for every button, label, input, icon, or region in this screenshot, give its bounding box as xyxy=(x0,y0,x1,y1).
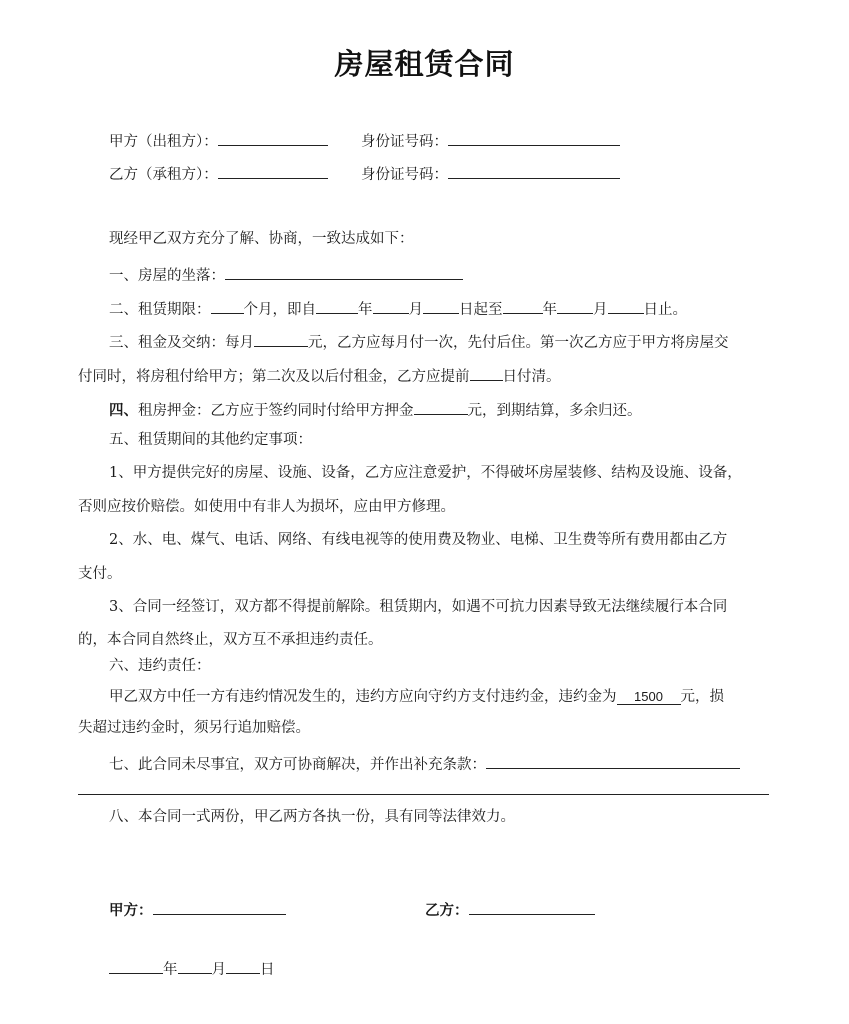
party-a-row xyxy=(109,131,328,150)
clause-1-label: 一、房屋的坐落： xyxy=(109,268,225,284)
signature-date xyxy=(109,959,275,978)
party-a-name-field[interactable] xyxy=(218,131,328,146)
party-b-name-field[interactable] xyxy=(218,164,328,179)
clause-2-end-month-text: 月 xyxy=(593,302,608,318)
page-title: 房屋租赁合同 xyxy=(334,47,515,81)
signature-party-b xyxy=(425,900,595,919)
clause-3-rest: 元，乙方应每月付一次，先付后住。第一次乙方应于甲方将房屋交 xyxy=(308,335,729,351)
clause-5-3-line-2: 的，本合同自然终止，双方互不承担违约责任。 xyxy=(78,632,383,648)
clause-3-line-2 xyxy=(78,366,561,385)
sign-day-text: 日 xyxy=(260,962,275,978)
signature-party-a-label: 甲方： xyxy=(109,902,153,919)
clause-2-label: 二、租赁期限： xyxy=(109,302,211,318)
start-year-field[interactable] xyxy=(316,299,358,314)
clause-7-label: 七、此合同未尽事宜，双方可协商解决，并作出补充条款： xyxy=(109,757,486,773)
clause-5-label: 五、租赁期间的其他约定事项： xyxy=(109,432,312,448)
clause-2 xyxy=(109,299,687,318)
clause-2-year-text: 年 xyxy=(358,302,373,318)
clause-3-line-2-end: 日付清。 xyxy=(502,369,561,385)
sign-month-text: 月 xyxy=(211,962,226,978)
clause-5-3-line-1: 3、合同一经签订，双方都不得提前解除。租赁期内，如遇不可抗力因素导致无法继续履行本合同 xyxy=(109,599,728,615)
supplementary-terms-line-2[interactable] xyxy=(78,794,769,795)
clause-5-2-line-2: 支付。 xyxy=(78,566,122,582)
clause-6-line-1-end: 元，损 xyxy=(680,689,724,705)
supplementary-terms-field[interactable] xyxy=(486,754,740,769)
clause-5-2-line-1: 2、水、电、煤气、电话、网络、有线电视等的使用费及物业、电梯、卫生费等所有费用都由乙方 xyxy=(109,532,728,548)
monthly-rent-field[interactable] xyxy=(254,332,308,347)
clause-6-label: 六、违约责任： xyxy=(109,658,211,674)
clause-3-line-2-text: 付同时，将房租付给甲方；第二次及以后付租金，乙方应提前 xyxy=(78,369,470,385)
clause-4 xyxy=(109,400,642,419)
clause-2-month-text: 月 xyxy=(408,302,423,318)
party-a-id-label: 身份证号码： xyxy=(361,134,448,150)
clause-2-end-year-text: 年 xyxy=(542,302,557,318)
party-b-id-label: 身份证号码： xyxy=(361,167,448,183)
clause-4-number: 四、 xyxy=(109,402,138,419)
sign-day-field[interactable] xyxy=(226,959,260,974)
party-a-label: 甲方（出租方）： xyxy=(109,134,218,150)
sign-year-text: 年 xyxy=(163,962,178,978)
advance-days-field[interactable] xyxy=(470,366,503,381)
party-a-id-field[interactable] xyxy=(448,131,620,146)
signature-party-b-label: 乙方： xyxy=(425,902,469,919)
clause-1 xyxy=(109,265,463,284)
deposit-field[interactable] xyxy=(414,400,468,415)
party-b-row xyxy=(109,164,328,183)
end-year-field[interactable] xyxy=(503,299,543,314)
clause-3-label: 三、租金及交纳：每月 xyxy=(109,335,254,351)
clause-5-1-line-2: 否则应按价赔偿。如使用中有非人为损坏，应由甲方修理。 xyxy=(78,499,455,515)
clause-4-text: 租房押金：乙方应于签约同时付给甲方押金 xyxy=(138,403,414,419)
signature-party-b-field[interactable] xyxy=(469,900,595,915)
sign-month-field[interactable] xyxy=(178,959,212,974)
lease-months-field[interactable] xyxy=(211,299,244,314)
clause-2-months-text: 个月，即自 xyxy=(243,302,316,318)
clause-2-start-text: 日起至 xyxy=(459,302,503,318)
start-day-field[interactable] xyxy=(423,299,459,314)
end-month-field[interactable] xyxy=(557,299,593,314)
start-month-field[interactable] xyxy=(373,299,409,314)
party-a-id-row xyxy=(361,131,620,150)
clause-2-end-text: 日止。 xyxy=(643,302,687,318)
sign-year-field[interactable] xyxy=(109,959,163,974)
end-day-field[interactable] xyxy=(608,299,644,314)
signature-party-a xyxy=(109,900,286,919)
clause-8: 八、本合同一式两份，甲乙两方各执一份，具有同等法律效力。 xyxy=(109,809,515,825)
penalty-amount[interactable]: 1500 xyxy=(617,690,681,705)
signature-party-a-field[interactable] xyxy=(153,900,286,915)
property-location-field[interactable] xyxy=(225,265,463,280)
clause-5-1-line-1: 1、甲方提供完好的房屋、设施、设备，乙方应注意爱护，不得破坏房屋装修、结构及设施、设备， xyxy=(109,465,742,481)
party-b-id-field[interactable] xyxy=(448,164,620,179)
clause-7 xyxy=(109,754,740,773)
clause-6-line-2: 失超过违约金时，须另行追加赔偿。 xyxy=(78,720,310,736)
party-b-id-row xyxy=(361,164,620,183)
clause-6-line-1 xyxy=(109,690,724,705)
clause-3-line-1 xyxy=(109,332,729,351)
clause-6-line-1-text: 甲乙双方中任一方有违约情况发生的，违约方应向守约方支付违约金，违约金为 xyxy=(109,689,617,705)
intro-text: 现经甲乙双方充分了解、协商，一致达成如下： xyxy=(109,231,414,247)
party-b-label: 乙方（承租方）： xyxy=(109,167,218,183)
clause-4-rest: 元，到期结算，多余归还。 xyxy=(467,403,642,419)
